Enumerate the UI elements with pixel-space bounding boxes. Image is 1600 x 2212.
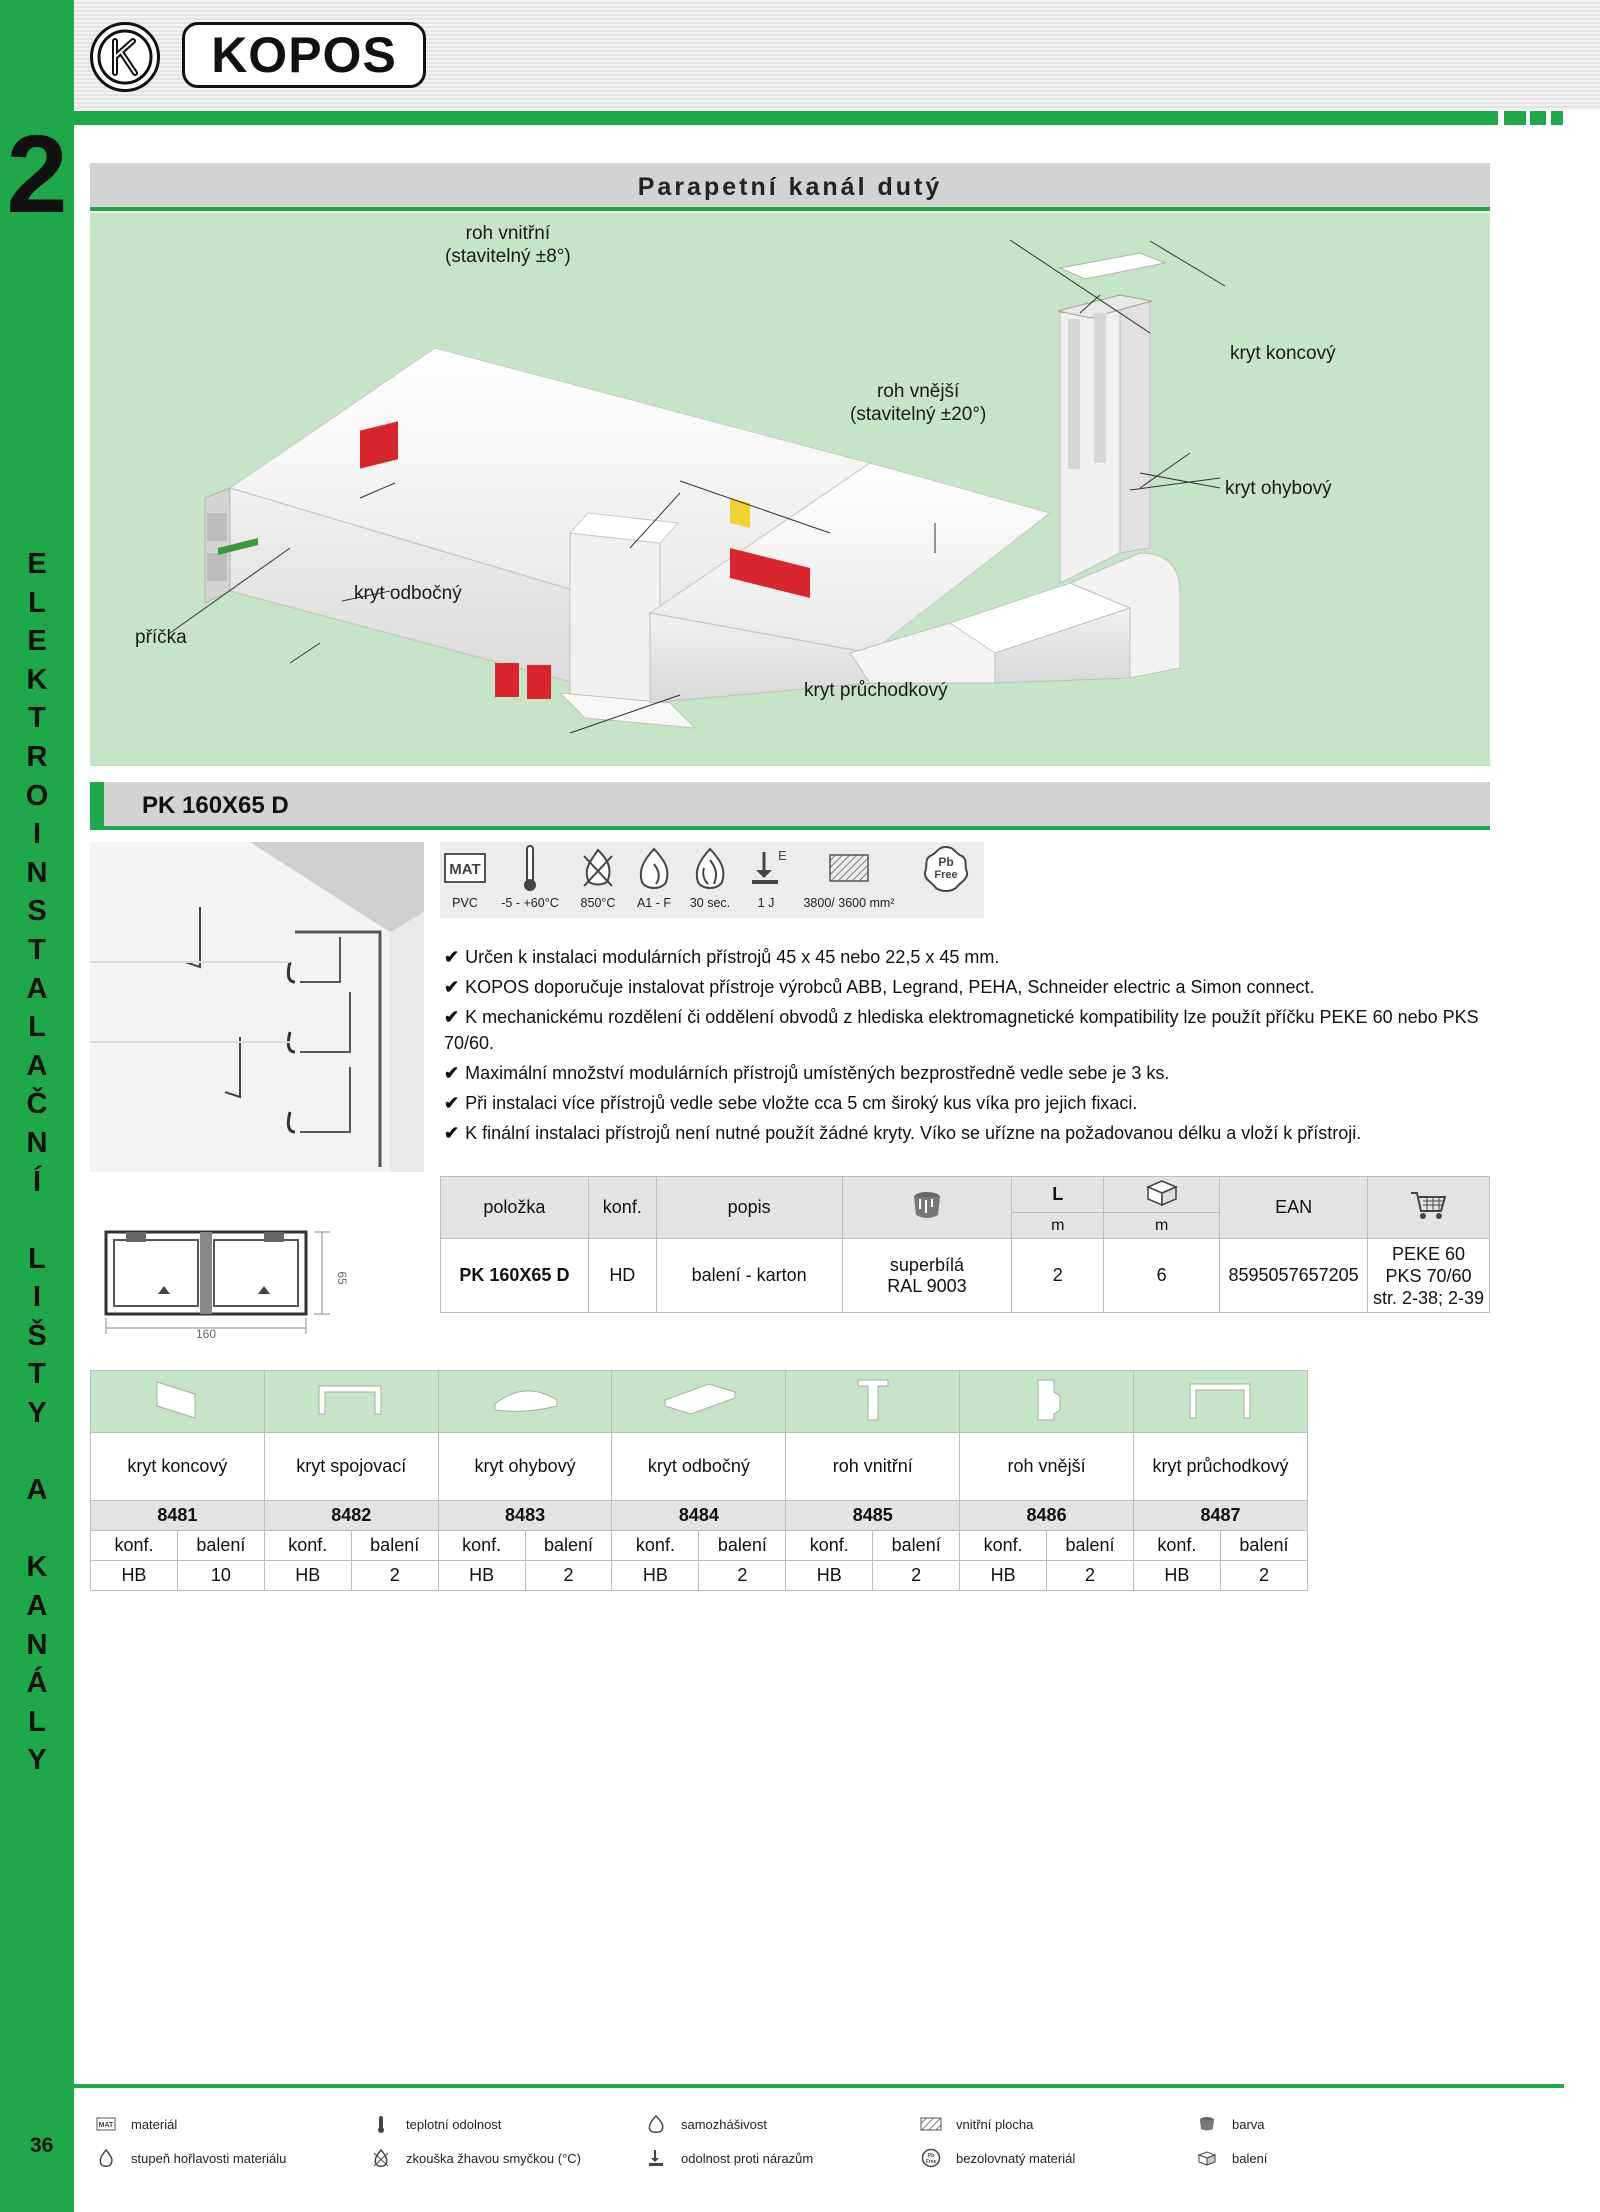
- pb-free-icon: [920, 2149, 942, 2167]
- vertical-letter: Í: [32, 1165, 42, 1198]
- header-popis: popis: [656, 1177, 842, 1239]
- subheader-konf: konf.: [264, 1531, 351, 1561]
- flame-drop-icon: [626, 844, 682, 892]
- accessory-baleni: 2: [699, 1561, 786, 1591]
- list-item-text: K finální instalaci přístrojů není nutné použít žádné kryty. Víko se uřízne na požadovanou délku a vloží k přístroji.: [465, 1123, 1362, 1143]
- legend-item: [1196, 2115, 1265, 2133]
- glow-wire-icon: [370, 2149, 392, 2167]
- color-ral: RAL 9003: [887, 1275, 967, 1296]
- brand-name: KOPOS: [211, 27, 397, 83]
- vertical-letter: E: [27, 548, 47, 580]
- callout-roh-vnejsi: [850, 381, 986, 427]
- accessory-baleni: 2: [873, 1561, 960, 1591]
- kopos-k-icon: [95, 27, 155, 87]
- subheader-baleni: balení: [351, 1531, 438, 1561]
- vertical-letter: Š: [27, 1319, 47, 1352]
- list-item: [442, 1120, 1482, 1146]
- header-block: [1551, 111, 1563, 125]
- accessory-baleni: 10: [177, 1561, 264, 1591]
- accessory-image: [612, 1371, 786, 1433]
- legend-text: vnitřní plocha: [956, 2116, 1034, 2132]
- legend-text: barva: [1232, 2116, 1265, 2132]
- accessory-baleni: 2: [351, 1561, 438, 1591]
- self-extinguish-icon: [682, 844, 738, 892]
- accessory-konf: HB: [960, 1561, 1047, 1591]
- bend-cover-icon: [485, 1374, 565, 1424]
- product-title-bar: [90, 782, 1490, 830]
- callout-kryt-koncovy: kryt koncový: [1230, 343, 1336, 364]
- property-inner-area: [794, 842, 904, 918]
- flame-drop-icon: [95, 2149, 117, 2167]
- svg-text:Pb: Pb: [927, 2153, 935, 2159]
- list-item-text: Určen k instalaci modulárních přístrojů 45 x 45 nebo 22,5 x 45 mm.: [465, 947, 1000, 967]
- vertical-letter: L: [28, 1705, 46, 1738]
- cell-konf: HD: [588, 1239, 656, 1313]
- accessory-konf: HB: [264, 1561, 351, 1591]
- mat-icon: [95, 2115, 117, 2133]
- vertical-letter: L: [28, 1242, 46, 1275]
- accessory-name: roh vnitřní: [786, 1433, 960, 1501]
- property-label: PVC: [452, 896, 478, 910]
- accessory-image: [786, 1371, 960, 1433]
- property-label: 3800/ 3600 mm²: [803, 896, 895, 910]
- header-length: L: [1012, 1177, 1104, 1213]
- legend-item: [920, 2115, 1033, 2133]
- vertical-letter: [0, 1510, 74, 1549]
- self-extinguish-icon: [645, 2115, 667, 2133]
- accessory-name: kryt odbočný: [612, 1433, 786, 1501]
- accessory-code: 8482: [264, 1501, 438, 1531]
- feature-list: [442, 944, 1482, 1150]
- paint-bucket-icon: [1196, 2115, 1218, 2133]
- header-polozka: položka: [441, 1177, 589, 1239]
- vertical-letter: [0, 1201, 74, 1240]
- accessory-image: [438, 1371, 612, 1433]
- callout-roh-vnitrni: [445, 223, 571, 269]
- inner-area-icon: [920, 2115, 942, 2133]
- module-red: [527, 665, 551, 699]
- accessory-konf: HB: [438, 1561, 525, 1591]
- vertical-letter: E: [27, 625, 47, 658]
- section-title: Parapetní kanál dutý: [637, 173, 943, 201]
- check-icon: ✔: [444, 1007, 460, 1027]
- legend-text: teplotní odolnost: [406, 2116, 502, 2132]
- vertical-letter: O: [25, 779, 49, 812]
- accessory-name: kryt průchodkový: [1133, 1433, 1307, 1501]
- accessory-line: PKS 70/60: [1385, 1265, 1472, 1286]
- legend-text: balení: [1232, 2150, 1268, 2166]
- legend-text: stupeň hořlavosti materiálu: [131, 2150, 287, 2166]
- accessory-code: 8485: [786, 1501, 960, 1531]
- header-block: [1504, 111, 1526, 125]
- vertical-letter: A: [26, 972, 48, 1005]
- table-row: [441, 1239, 1490, 1313]
- unit-box: m: [1104, 1213, 1220, 1239]
- property-flammability: [626, 842, 682, 918]
- callout-line: roh vnější: [876, 381, 960, 402]
- footer-line: [74, 2084, 1564, 2088]
- accessory-image: [91, 1371, 265, 1433]
- accessory-konf: HB: [1133, 1561, 1220, 1591]
- cross-section-drawing: [90, 1210, 370, 1340]
- kopos-logo-symbol: [90, 22, 160, 92]
- legend-text: samozhášivost: [681, 2116, 767, 2132]
- impact-icon: [645, 2149, 667, 2167]
- property-impact: [738, 842, 794, 918]
- list-item: [442, 1060, 1482, 1086]
- header-box: [1104, 1177, 1220, 1213]
- property-glow-wire: [570, 842, 626, 918]
- box-icon: [1142, 1177, 1182, 1207]
- list-item-text: K mechanickému rozdělení či oddělení obvodů z hlediska elektromagnetické kompatibility lze použít příčku PEKE 60 nebo PKS 70/60.: [444, 1007, 1479, 1053]
- legend-item: [920, 2149, 1075, 2167]
- kopos-logo-wordmark: [182, 22, 426, 88]
- accessory-line: str. 2-38; 2-39: [1373, 1287, 1485, 1308]
- accessory-name: roh vnější: [960, 1433, 1134, 1501]
- list-item-text: Při instalaci více přístrojů vedle sebe vložte cca 5 cm široký kus víka pro jejich fixaci.: [465, 1093, 1138, 1113]
- impact-icon: [738, 844, 794, 892]
- vertical-letter: S: [27, 895, 47, 928]
- vertical-letter: T: [28, 1358, 46, 1391]
- outer-corner-icon: [1022, 1374, 1072, 1424]
- coupler-icon: [311, 1374, 391, 1424]
- cart-icon: [1409, 1189, 1449, 1221]
- product-bar-accent: [90, 782, 104, 830]
- cell-baleni: 6: [1104, 1239, 1220, 1313]
- subheader-konf: konf.: [786, 1531, 873, 1561]
- cell-polozka: PK 160X65 D: [441, 1239, 589, 1313]
- vertical-letter: Y: [27, 1397, 47, 1430]
- module-yellow: [730, 498, 750, 528]
- callout-kryt-pruchodkovy: kryt průchodkový: [804, 680, 948, 701]
- accessory-code: 8483: [438, 1501, 612, 1531]
- list-item: [442, 944, 1482, 970]
- vertical-letter: A: [26, 1590, 48, 1623]
- property-icons-strip: [440, 842, 984, 918]
- legend-text: bezolovnatý materiál: [956, 2150, 1076, 2166]
- check-icon: ✔: [444, 1093, 460, 1113]
- cell-accessory: [1368, 1239, 1490, 1313]
- legend-item: [370, 2149, 581, 2167]
- property-label: 1 J: [757, 896, 775, 910]
- thermometer-icon: [370, 2115, 392, 2133]
- accessory-name: kryt ohybový: [438, 1433, 612, 1501]
- callout-kryt-odbocny: kryt odbočný: [354, 583, 462, 604]
- vertical-letter: K: [26, 1551, 48, 1584]
- accessory-code: 8486: [960, 1501, 1134, 1531]
- property-label: 850°C: [580, 896, 616, 910]
- svg-text:Free: Free: [925, 2159, 937, 2165]
- accessories-table: [90, 1370, 1308, 1591]
- subheader-konf: konf.: [91, 1531, 178, 1561]
- list-item: [442, 1004, 1482, 1056]
- vertical-letter: N: [26, 1628, 48, 1661]
- accessory-line: PEKE 60: [1392, 1243, 1466, 1264]
- callout-pricka: příčka: [135, 627, 187, 648]
- cell-popis: balení - karton: [656, 1239, 842, 1313]
- glow-wire-icon: [570, 844, 626, 892]
- vertical-letter: R: [26, 740, 48, 773]
- branch-cover-icon: [659, 1374, 739, 1424]
- list-item: [442, 974, 1482, 1000]
- subheader-konf: konf.: [1133, 1531, 1220, 1561]
- passthrough-cover-icon: [1180, 1374, 1260, 1424]
- callout-line: (stavitelný ±20°): [850, 403, 987, 425]
- check-icon: ✔: [444, 977, 460, 997]
- cell-barva: [842, 1239, 1012, 1313]
- callout-line: roh vnitřní: [465, 223, 551, 244]
- vertical-letter: T: [28, 933, 46, 966]
- accessory-image: [264, 1371, 438, 1433]
- pb-text: Pb: [938, 855, 954, 869]
- accessory-baleni: 2: [1220, 1561, 1307, 1591]
- subheader-baleni: balení: [699, 1531, 786, 1561]
- accessory-values-row: [91, 1561, 1308, 1591]
- header-block: [1530, 111, 1546, 125]
- subheader-baleni: balení: [1047, 1531, 1134, 1561]
- subheader-konf: konf.: [438, 1531, 525, 1561]
- accessory-code: 8487: [1133, 1501, 1307, 1531]
- inner-area-icon: [794, 844, 904, 892]
- accessory-codes-row: [91, 1501, 1308, 1531]
- header-konf: konf.: [588, 1177, 656, 1239]
- product-code: PK 160X65 D: [142, 792, 289, 819]
- vertical-letter: L: [28, 1011, 46, 1044]
- vertical-letter: A: [26, 1474, 48, 1507]
- vertical-letter: K: [26, 663, 48, 696]
- property-pb-free: [914, 842, 978, 918]
- property-label: 30 sec.: [689, 896, 731, 910]
- property-material: [440, 842, 490, 918]
- accessory-name: kryt spojovací: [264, 1433, 438, 1501]
- property-label: -5 - +60°C: [501, 896, 559, 910]
- svg-text:MAT: MAT: [98, 2122, 114, 2129]
- accessory-konf: HB: [612, 1561, 699, 1591]
- subheader-baleni: balení: [873, 1531, 960, 1561]
- accessory-code: 8481: [91, 1501, 265, 1531]
- subheader-konf: konf.: [960, 1531, 1047, 1561]
- check-icon: ✔: [444, 1123, 460, 1143]
- check-icon: ✔: [444, 947, 460, 967]
- thermometer-icon: [490, 844, 570, 892]
- color-name: superbílá: [889, 1254, 964, 1275]
- header-barva: [842, 1177, 1012, 1239]
- vertical-letter: N: [26, 1126, 48, 1159]
- accessory-image: [960, 1371, 1134, 1433]
- list-item-text: KOPOS doporučuje instalovat přístroje výrobců ABB, Legrand, PEHA, Schneider electric a Simon connect.: [465, 977, 1315, 997]
- vertical-letter: Y: [27, 1744, 47, 1777]
- legend-item: [645, 2115, 767, 2133]
- legend-text: zkouška žhavou smyčkou (°C): [406, 2150, 581, 2166]
- accessory-konf: HB: [91, 1561, 178, 1591]
- vertical-letter: I: [32, 1281, 42, 1314]
- subheader-baleni: balení: [177, 1531, 264, 1561]
- accessory-image: [1133, 1371, 1307, 1433]
- vertical-letter: Č: [26, 1088, 48, 1121]
- header-accessory: [1368, 1177, 1490, 1239]
- height-dimension: 65: [335, 1271, 349, 1285]
- cell-ean: 8595057657205: [1220, 1239, 1368, 1313]
- check-icon: ✔: [444, 1063, 460, 1083]
- vertical-letter: [0, 1433, 74, 1472]
- vertical-chapter-title: [0, 545, 74, 1780]
- pb-free-icon: [914, 844, 978, 892]
- product-table: [440, 1176, 1490, 1313]
- list-item: [442, 1090, 1482, 1116]
- legend-item: [645, 2149, 813, 2167]
- accessory-konf: HB: [786, 1561, 873, 1591]
- subheader-baleni: balení: [525, 1531, 612, 1561]
- property-self-extinguish: [682, 842, 738, 918]
- vertical-letter: N: [26, 856, 48, 889]
- header-green-line: [74, 111, 1498, 125]
- callout-line: (stavitelný ±8°): [445, 245, 571, 267]
- subheader-baleni: balení: [1220, 1531, 1307, 1561]
- assembly-diagram: [90, 213, 1490, 766]
- inner-corner-icon: [848, 1374, 898, 1424]
- mat-icon: [440, 844, 490, 892]
- cross-section-svg: [90, 1210, 370, 1340]
- vertical-letter: A: [26, 1049, 48, 1082]
- list-item-text: Maximální množství modulárních přístrojů umístěných bezprostředně vedle sebe je 3 ks.: [465, 1063, 1170, 1083]
- unit-length: m: [1012, 1213, 1104, 1239]
- accessory-names-row: [91, 1433, 1308, 1501]
- header-ean: EAN: [1220, 1177, 1368, 1239]
- legend-item: [95, 2149, 286, 2167]
- cell-length: 2: [1012, 1239, 1104, 1313]
- svg-text:MAT: MAT: [449, 861, 481, 878]
- property-label: A1 - F: [636, 896, 672, 910]
- accessory-name: kryt koncový: [91, 1433, 265, 1501]
- impact-letter: E: [778, 848, 787, 863]
- product-photo: [90, 842, 424, 1172]
- end-cap-icon: [147, 1374, 207, 1424]
- accessory-subheader-row: [91, 1531, 1308, 1561]
- accessory-images-row: [91, 1371, 1308, 1433]
- subheader-konf: konf.: [612, 1531, 699, 1561]
- paint-bucket-icon: [910, 1189, 944, 1221]
- page-number: 36: [30, 2134, 54, 2157]
- vertical-letter: I: [32, 818, 42, 851]
- vertical-letter: Á: [26, 1667, 48, 1700]
- chapter-number: 2: [6, 113, 68, 236]
- accessory-baleni: 2: [1047, 1561, 1134, 1591]
- width-dimension: 160: [195, 1327, 217, 1340]
- callout-kryt-ohybovy: kryt ohybový: [1225, 478, 1332, 499]
- legend-item: [95, 2115, 177, 2133]
- duct-photo-illustration: [90, 842, 424, 1172]
- vertical-letter: T: [28, 702, 46, 735]
- legend-text: materiál: [131, 2116, 178, 2132]
- vertical-letter: L: [28, 586, 46, 619]
- legend-item: [370, 2115, 501, 2133]
- legend-text: odolnost proti nárazům: [681, 2150, 814, 2166]
- accessory-baleni: 2: [525, 1561, 612, 1591]
- property-temperature: [490, 842, 570, 918]
- free-text: Free: [934, 869, 958, 881]
- legend-item: [1196, 2149, 1267, 2167]
- accessory-code: 8484: [612, 1501, 786, 1531]
- section-title-bar: [90, 163, 1490, 211]
- module-red: [495, 663, 519, 697]
- box-icon: [1196, 2149, 1218, 2167]
